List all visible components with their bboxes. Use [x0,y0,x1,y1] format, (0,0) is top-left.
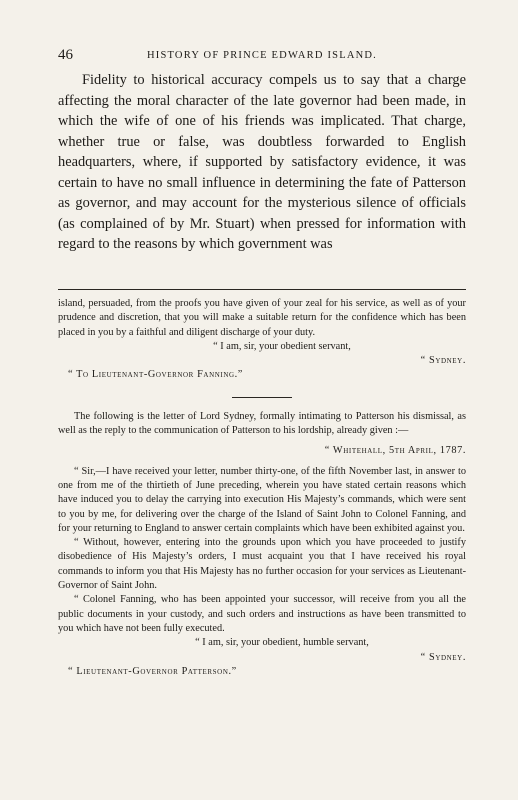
page-header [58,47,466,63]
footnotes [58,297,466,679]
page-number: 46 [58,47,73,63]
main-paragraph: Fidelity to historical accuracy compels us to say that a charge affecting the moral character of the late governor had been made, in which the wife of one of his friends was implicated. That charge, whether true or false, was doubtless forwarded to English headquarters, where, if supported by satisfactory evidence, it was certain to have no small influence in determining the fate of Patterson as governor, and may account for the mysterious silence of officials (as complained of by Mr. Stuart) when pressed for information with regard to the reasons by which government was [58,72,466,252]
letter2-paragraph-1: “ Sir,—I have received your letter, number thirty-one, of the fifth November last, in answer to one from me of the thirtieth of June preceding, wherein you have stated certain reasons which have induced you to delay the carrying into execution His Majesty’s commands, which were sent to you by me, for delivering over the charge of the Island of Saint John to Colonel Fanning, and for your returning to England to answer certain complaints which have been exhibited against you. [58,465,466,534]
section-divider [232,397,292,398]
footnote-rule [58,289,466,290]
intro-text: The following is the letter of Lord Sydney, formally intimating to Patterson his dismissal, as well as the reply to the communication of Patterson to his lordship, already given :— [58,410,466,437]
dateline: “ Whitehall, 5th April, 1787. [324,445,466,457]
main-text [58,70,466,255]
letter1-text: island, persuaded, from the proofs you have given of your zeal for his service, as well as of your prudence and discretion, that you will make a suitable return for the confidence which has been placed in you by a faithful and diligent discharge of your duty. [58,298,466,338]
letter1-addressee: “ To Lieutenant-Governor Fanning.” [68,369,243,381]
letter2-paragraph-3: “ Colonel Fanning, who has been appointed your successor, will receive from you all the public documents in your custody, and such orders and instructions as have been transmitted to you which have not been fully executed. [58,594,466,634]
letter2-paragraph-2: “ Without, however, entering into the grounds upon which you have proceeded to justify disobedience of His Majesty’s orders, I must acquaint you that I have received his royal commands to inform you that His Majesty has no further occasion for your services as Lieutenant-Governor of Saint John. [58,537,466,592]
letter2-closing: “ I am, sir, your obedient, humble servant, [195,637,369,649]
letter1-signature: “ Sydney. [420,355,466,367]
letter2-signature: “ Sydney. [420,651,466,663]
running-head: HISTORY OF PRINCE EDWARD ISLAND. [146,50,378,61]
letter1-closing: “ I am, sir, your obedient servant, [213,340,351,352]
letter2-addressee: “ Lieutenant-Governor Patterson.” [68,665,237,677]
